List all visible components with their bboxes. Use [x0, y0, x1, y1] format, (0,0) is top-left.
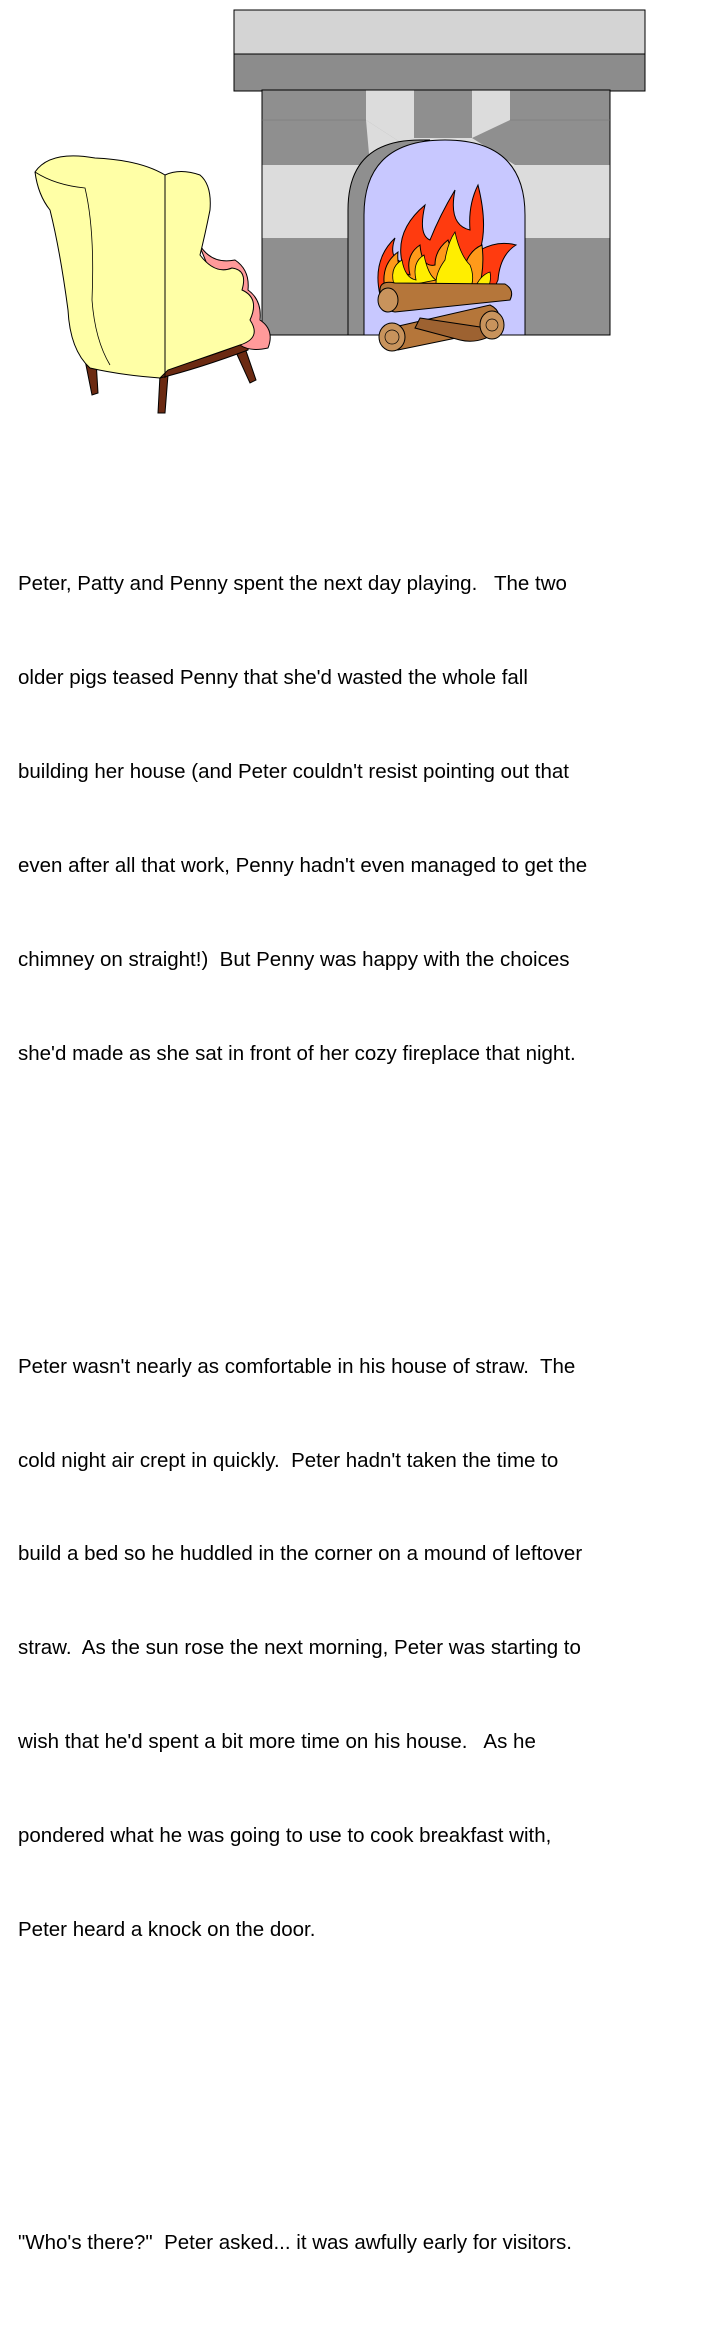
story-line: Peter wasn't nearly as comfortable in his house of straw. The [18, 1354, 576, 1378]
story-line: cold night air crept in quickly. Peter hadn't taken the time to [18, 1448, 559, 1472]
mantel-shelf [234, 54, 645, 91]
mantel-top [234, 10, 645, 55]
story-text [18, 443, 708, 2352]
story-line: build a bed so he huddled in the corner on a mound of leftover [18, 1542, 583, 1566]
story-line: building her house (and Peter couldn't resist pointing out that [18, 759, 569, 783]
paragraph-gap [18, 1194, 708, 1225]
story-line: straw. As the sun rose the next morning, Peter was starting to [18, 1636, 581, 1660]
story-line: chimney on straight!) But Penny was happy with the choices [18, 947, 570, 971]
story-line: Peter heard a knock on the door. [18, 1917, 316, 1941]
story-line: wish that he'd spent a bit more time on his house. As he [18, 1730, 536, 1754]
paragraph-gap [18, 2070, 708, 2101]
story-line: Peter, Patty and Penny spent the next day playing. The two [18, 572, 567, 596]
story-paragraph [18, 506, 708, 1132]
story-paragraph [18, 2164, 708, 2320]
story-line: pondered what he was going to use to cook breakfast with, [18, 1824, 552, 1848]
story-line: even after all that work, Penny hadn't even managed to get the [18, 853, 588, 877]
story-paragraph [18, 1288, 708, 2008]
armchair [35, 156, 270, 413]
story-line: "Who's there?" Peter asked... it was awfully early for visitors. [18, 2230, 572, 2254]
story-line: older pigs teased Penny that she'd wasted the whole fall [18, 666, 528, 690]
story-line: she'd made as she sat in front of her cozy fireplace that night. [18, 1041, 576, 1065]
fireplace-illustration [0, 0, 718, 430]
